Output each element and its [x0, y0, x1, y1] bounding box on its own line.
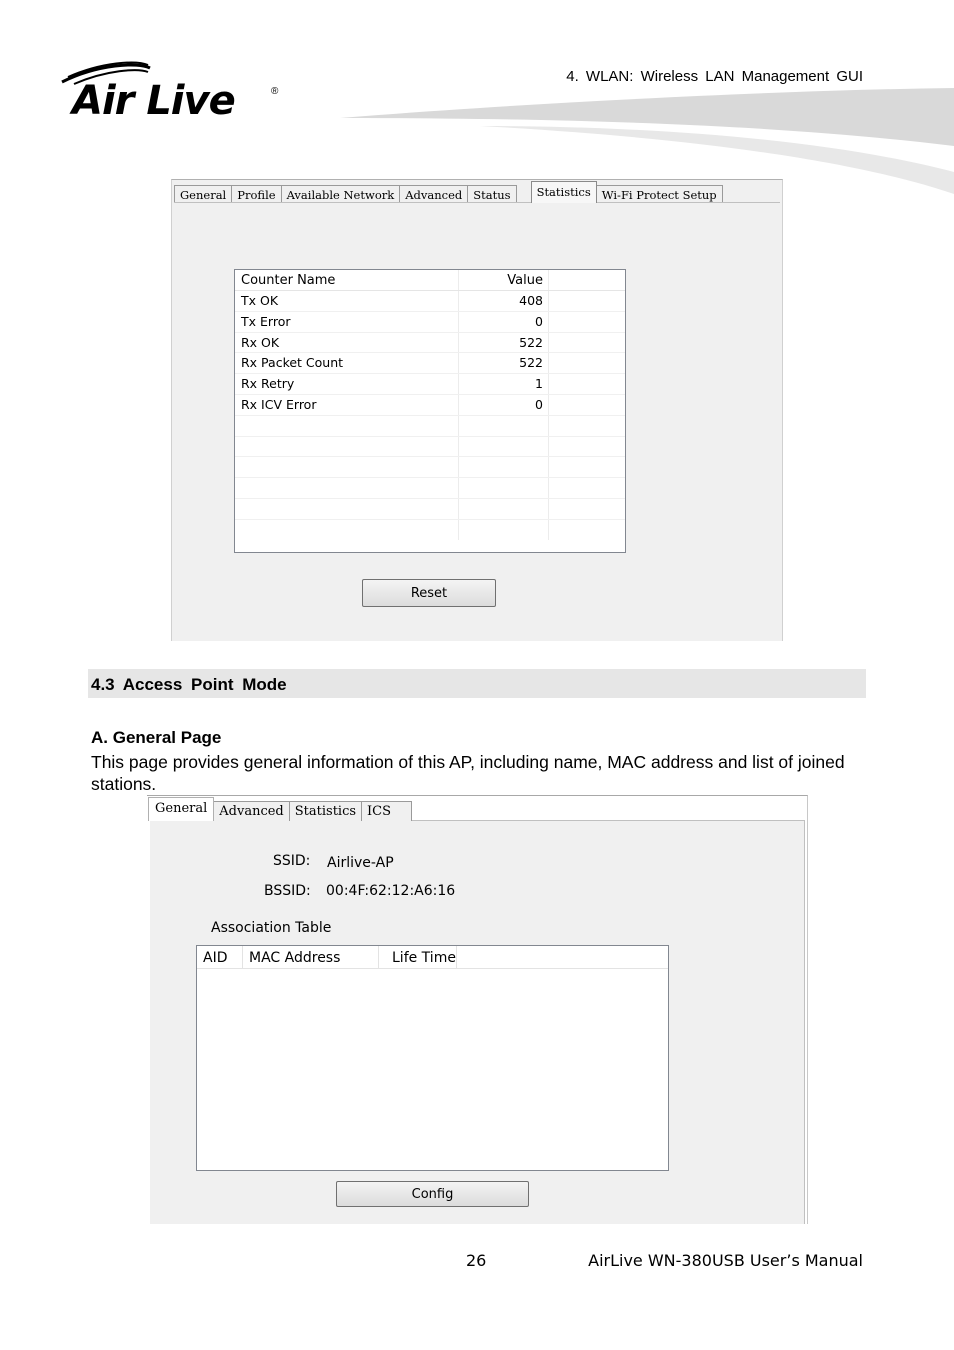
- table-row[interactable]: [235, 353, 625, 374]
- tab-general[interactable]: General: [174, 185, 232, 203]
- ap-general-window: [147, 795, 808, 1224]
- counter-name: Rx Packet Count: [235, 353, 459, 373]
- section-title: 4.3 Access Point Mode: [91, 675, 287, 694]
- counter-name: Rx ICV Error: [235, 395, 459, 415]
- column-empty: [549, 270, 625, 290]
- tab-advanced[interactable]: Advanced: [213, 801, 289, 821]
- table-row[interactable]: [235, 333, 625, 354]
- subheading: A. General Page: [91, 728, 222, 747]
- page-number: 26: [466, 1251, 487, 1270]
- counter-value: 1: [459, 374, 549, 394]
- column-empty: [457, 946, 668, 968]
- config-button[interactable]: Config: [336, 1181, 529, 1207]
- counter-name: Rx Retry: [235, 374, 459, 394]
- reset-button[interactable]: Reset: [362, 579, 496, 607]
- counter-value: 522: [459, 353, 549, 373]
- registered-mark: ®: [271, 86, 279, 97]
- association-table-header: [197, 946, 668, 969]
- empty-row: [235, 520, 625, 540]
- statistics-list[interactable]: [234, 269, 626, 553]
- tab-available-network[interactable]: Available Network: [281, 185, 401, 203]
- bssid-value: 00:4F:62:12:A6:16: [326, 883, 456, 899]
- counter-value: 408: [459, 291, 549, 311]
- empty-row: [235, 478, 625, 499]
- chapter-title: 4. WLAN: Wireless LAN Management GUI: [566, 68, 863, 85]
- empty-row: [235, 457, 625, 478]
- empty-row: [235, 499, 625, 520]
- table-row[interactable]: [235, 374, 625, 395]
- ssid-value: Airlive-AP: [327, 855, 394, 871]
- empty-row: [235, 416, 625, 437]
- tab-status[interactable]: Status: [467, 185, 516, 203]
- column-counter-name[interactable]: Counter Name: [235, 270, 459, 290]
- counter-value: 0: [459, 312, 549, 332]
- column-mac-address[interactable]: MAC Address: [243, 946, 379, 968]
- table-row[interactable]: [235, 291, 625, 312]
- column-value[interactable]: Value: [459, 270, 549, 290]
- stats-tab-strip: [174, 181, 722, 203]
- association-table[interactable]: [196, 945, 669, 1171]
- ap-tab-strip: [148, 797, 411, 821]
- manual-title: AirLive WN-380USB User’s Manual: [588, 1251, 863, 1270]
- tab-ics[interactable]: ICS: [361, 801, 412, 821]
- tab-statistics[interactable]: Statistics: [289, 801, 362, 821]
- tab-general[interactable]: General: [148, 797, 214, 821]
- airlive-logo: Air Live: [72, 78, 235, 124]
- ssid-label: SSID:: [273, 853, 311, 869]
- counter-value: 522: [459, 333, 549, 353]
- counter-value: 0: [459, 395, 549, 415]
- tab-advanced[interactable]: Advanced: [399, 185, 468, 203]
- counter-name: Rx OK: [235, 333, 459, 353]
- empty-row: [235, 437, 625, 458]
- counter-name: Tx OK: [235, 291, 459, 311]
- paragraph: This page provides general information of this AP, including name, MAC address and list of joined stations.: [91, 752, 845, 794]
- table-row[interactable]: [235, 395, 625, 416]
- counter-name: Tx Error: [235, 312, 459, 332]
- statistics-window: [171, 179, 783, 641]
- tab-wifi-protect-setup[interactable]: Wi-Fi Protect Setup: [596, 185, 723, 203]
- column-aid[interactable]: AID: [197, 946, 243, 968]
- tab-statistics[interactable]: Statistics: [531, 181, 597, 203]
- bssid-label: BSSID:: [264, 883, 311, 899]
- table-row[interactable]: [235, 312, 625, 333]
- tab-profile[interactable]: Profile: [231, 185, 281, 203]
- association-table-label: Association Table: [211, 920, 332, 936]
- column-life-time[interactable]: Life Time: [379, 946, 457, 968]
- list-header: [235, 270, 625, 291]
